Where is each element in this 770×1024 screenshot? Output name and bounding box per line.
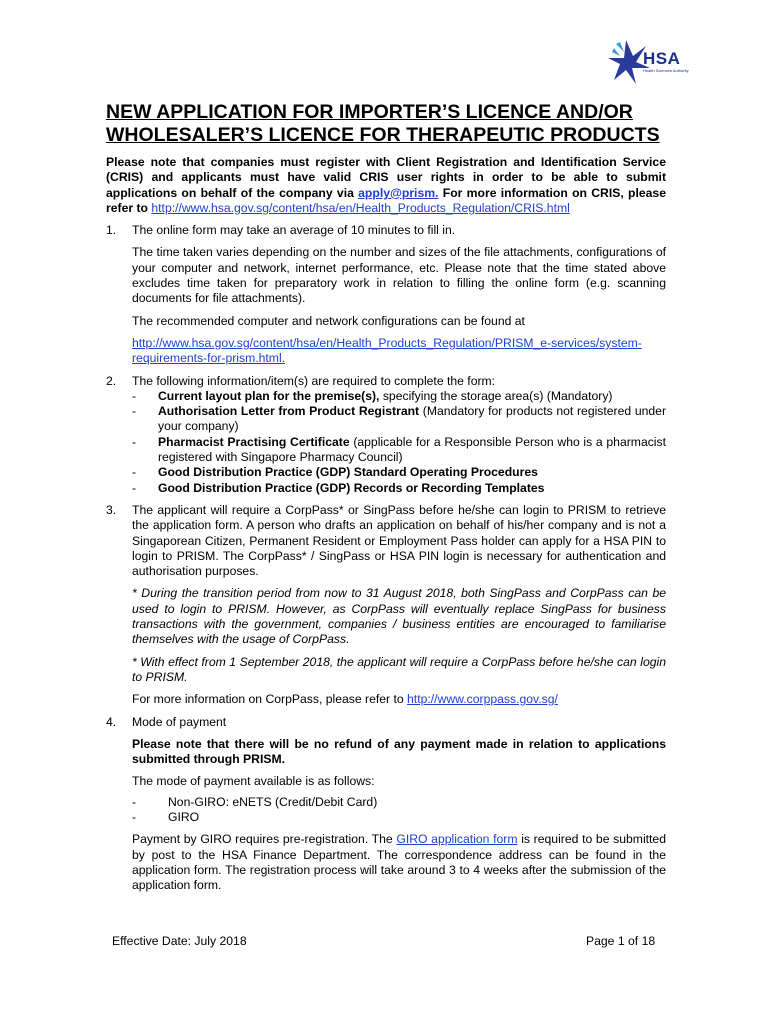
corppass-link[interactable]: http://www.corppass.gov.sg/ [407, 692, 558, 707]
list-item: - Good Distribution Practice (GDP) Standard Operating Procedures [132, 465, 666, 480]
logo-text: HSA [643, 49, 681, 68]
required-items-list [132, 389, 666, 496]
list-item: - Pharmacist Practising Certificate (applicable for a Responsible Person who is a pharmacist registered with Singapore Pharmacy Council) [132, 435, 666, 466]
cris-link[interactable]: http://www.hsa.gov.sg/content/hsa/en/Health_Products_Regulation/CRIS.html [151, 200, 570, 215]
list-item: - Current layout plan for the premise(s), specifying the storage area(s) (Mandatory) [132, 389, 666, 404]
item2-lead: The following information/item(s) are required to complete the form: [132, 373, 496, 388]
item4-p2: Payment by GIRO requires pre-registration. The GIRO application form is required to be submitted by post to the HSA Finance Department. The correspondence address can be found in the application form. The registration process will take around 3 to 4 weeks after the submission of the application form. [132, 832, 666, 893]
payment-modes-list [132, 795, 666, 826]
item3-p1: The applicant will require a CorpPass* or SingPass before he/she can login to PRISM to retrieve the application form. A person who drafts an application on behalf of his/her company and is not a Singaporean Citizen, Permanent Resident or Employment Pass holder can apply for a HSA PIN to login to PRISM. The CorpPass* / SingPass or HSA PIN login is necessary for authentication and authorisation purposes. [132, 502, 666, 579]
page-title: NEW APPLICATION FOR IMPORTER’S LICENCE AND/OR WHOLESALER’S LICENCE FOR THERAPEUTIC PRODUCTS [106, 101, 660, 146]
list-item: - Non-GIRO: eNETS (Credit/Debit Card) [132, 795, 666, 810]
document-body [106, 155, 666, 893]
effective-note: * With effect from 1 September 2018, the applicant will require a CorpPass before he/she can login to PRISM. [132, 654, 666, 684]
item1-p1: The online form may take an average of 10 minutes to fill in. [132, 223, 456, 238]
item4-p1: The mode of payment available is as follows: [132, 774, 375, 789]
giro-application-form-link[interactable]: GIRO application form [396, 832, 518, 847]
list-item-4 [106, 715, 666, 894]
apply-prism-link[interactable]: apply@prism. [358, 185, 439, 200]
list-item: - GIRO [132, 810, 666, 825]
logo-subtext: Health Sciences Authority [643, 68, 689, 73]
transition-note: * During the transition period from now to 31 August 2018, both SingPass and CorpPass can be used to login to PRISM. However, as CorpPass will eventually replace SingPass for business transactions with the government, companies / business entities are encouraged to familiarise themselves with the usage of CorpPass. [132, 586, 666, 647]
item1-p3: The recommended computer and network configurations can be found at [132, 313, 525, 328]
page-number: Page 1 of 18 [586, 934, 656, 948]
item-number: 4. [106, 714, 117, 729]
list-item-2 [106, 374, 666, 496]
item-number: 3. [106, 502, 117, 517]
item4-heading: Mode of payment [132, 714, 227, 729]
list-item: - Good Distribution Practice (GDP) Records or Recording Templates [132, 481, 666, 496]
item-number: 2. [106, 373, 117, 388]
list-item-3 [106, 503, 666, 708]
list-item: - Authorisation Letter from Product Registrant (Mandatory for products not registered under your company) [132, 404, 666, 435]
list-item-1 [106, 223, 666, 366]
item3-p2: For more information on CorpPass, please refer to http://www.corppass.gov.sg/ [132, 692, 558, 707]
refund-note: Please note that there will be no refund of any payment made in relation to applications submitted through PRISM. [132, 736, 666, 767]
item1-p2: The time taken varies depending on the number and sizes of the file attachments, configurations of your computer and network, internet performance, etc. Please note that the time stated above excludes time taken for preparatory work in relation to filling the online form (e.g. scanning documents for file attachments). [132, 245, 666, 306]
item-number: 1. [106, 223, 117, 238]
system-requirements-link[interactable]: http://www.hsa.gov.sg/content/hsa/en/Health_Products_Regulation/PRISM_e-services/system-requirements-for-prism.html. [132, 335, 642, 366]
intro-paragraph: Please note that companies must register with Client Registration and Identification Service (CRIS) and applicants must have valid CRIS user rights in order to be able to submit applications on behalf of the company via apply@prism. For more information on CRIS, please refer to http://www.hsa.gov.sg/content/hsa/en/Health_Products_Regulation/CRIS.html [106, 155, 666, 215]
effective-date: Effective Date: July 2018 [112, 934, 247, 948]
